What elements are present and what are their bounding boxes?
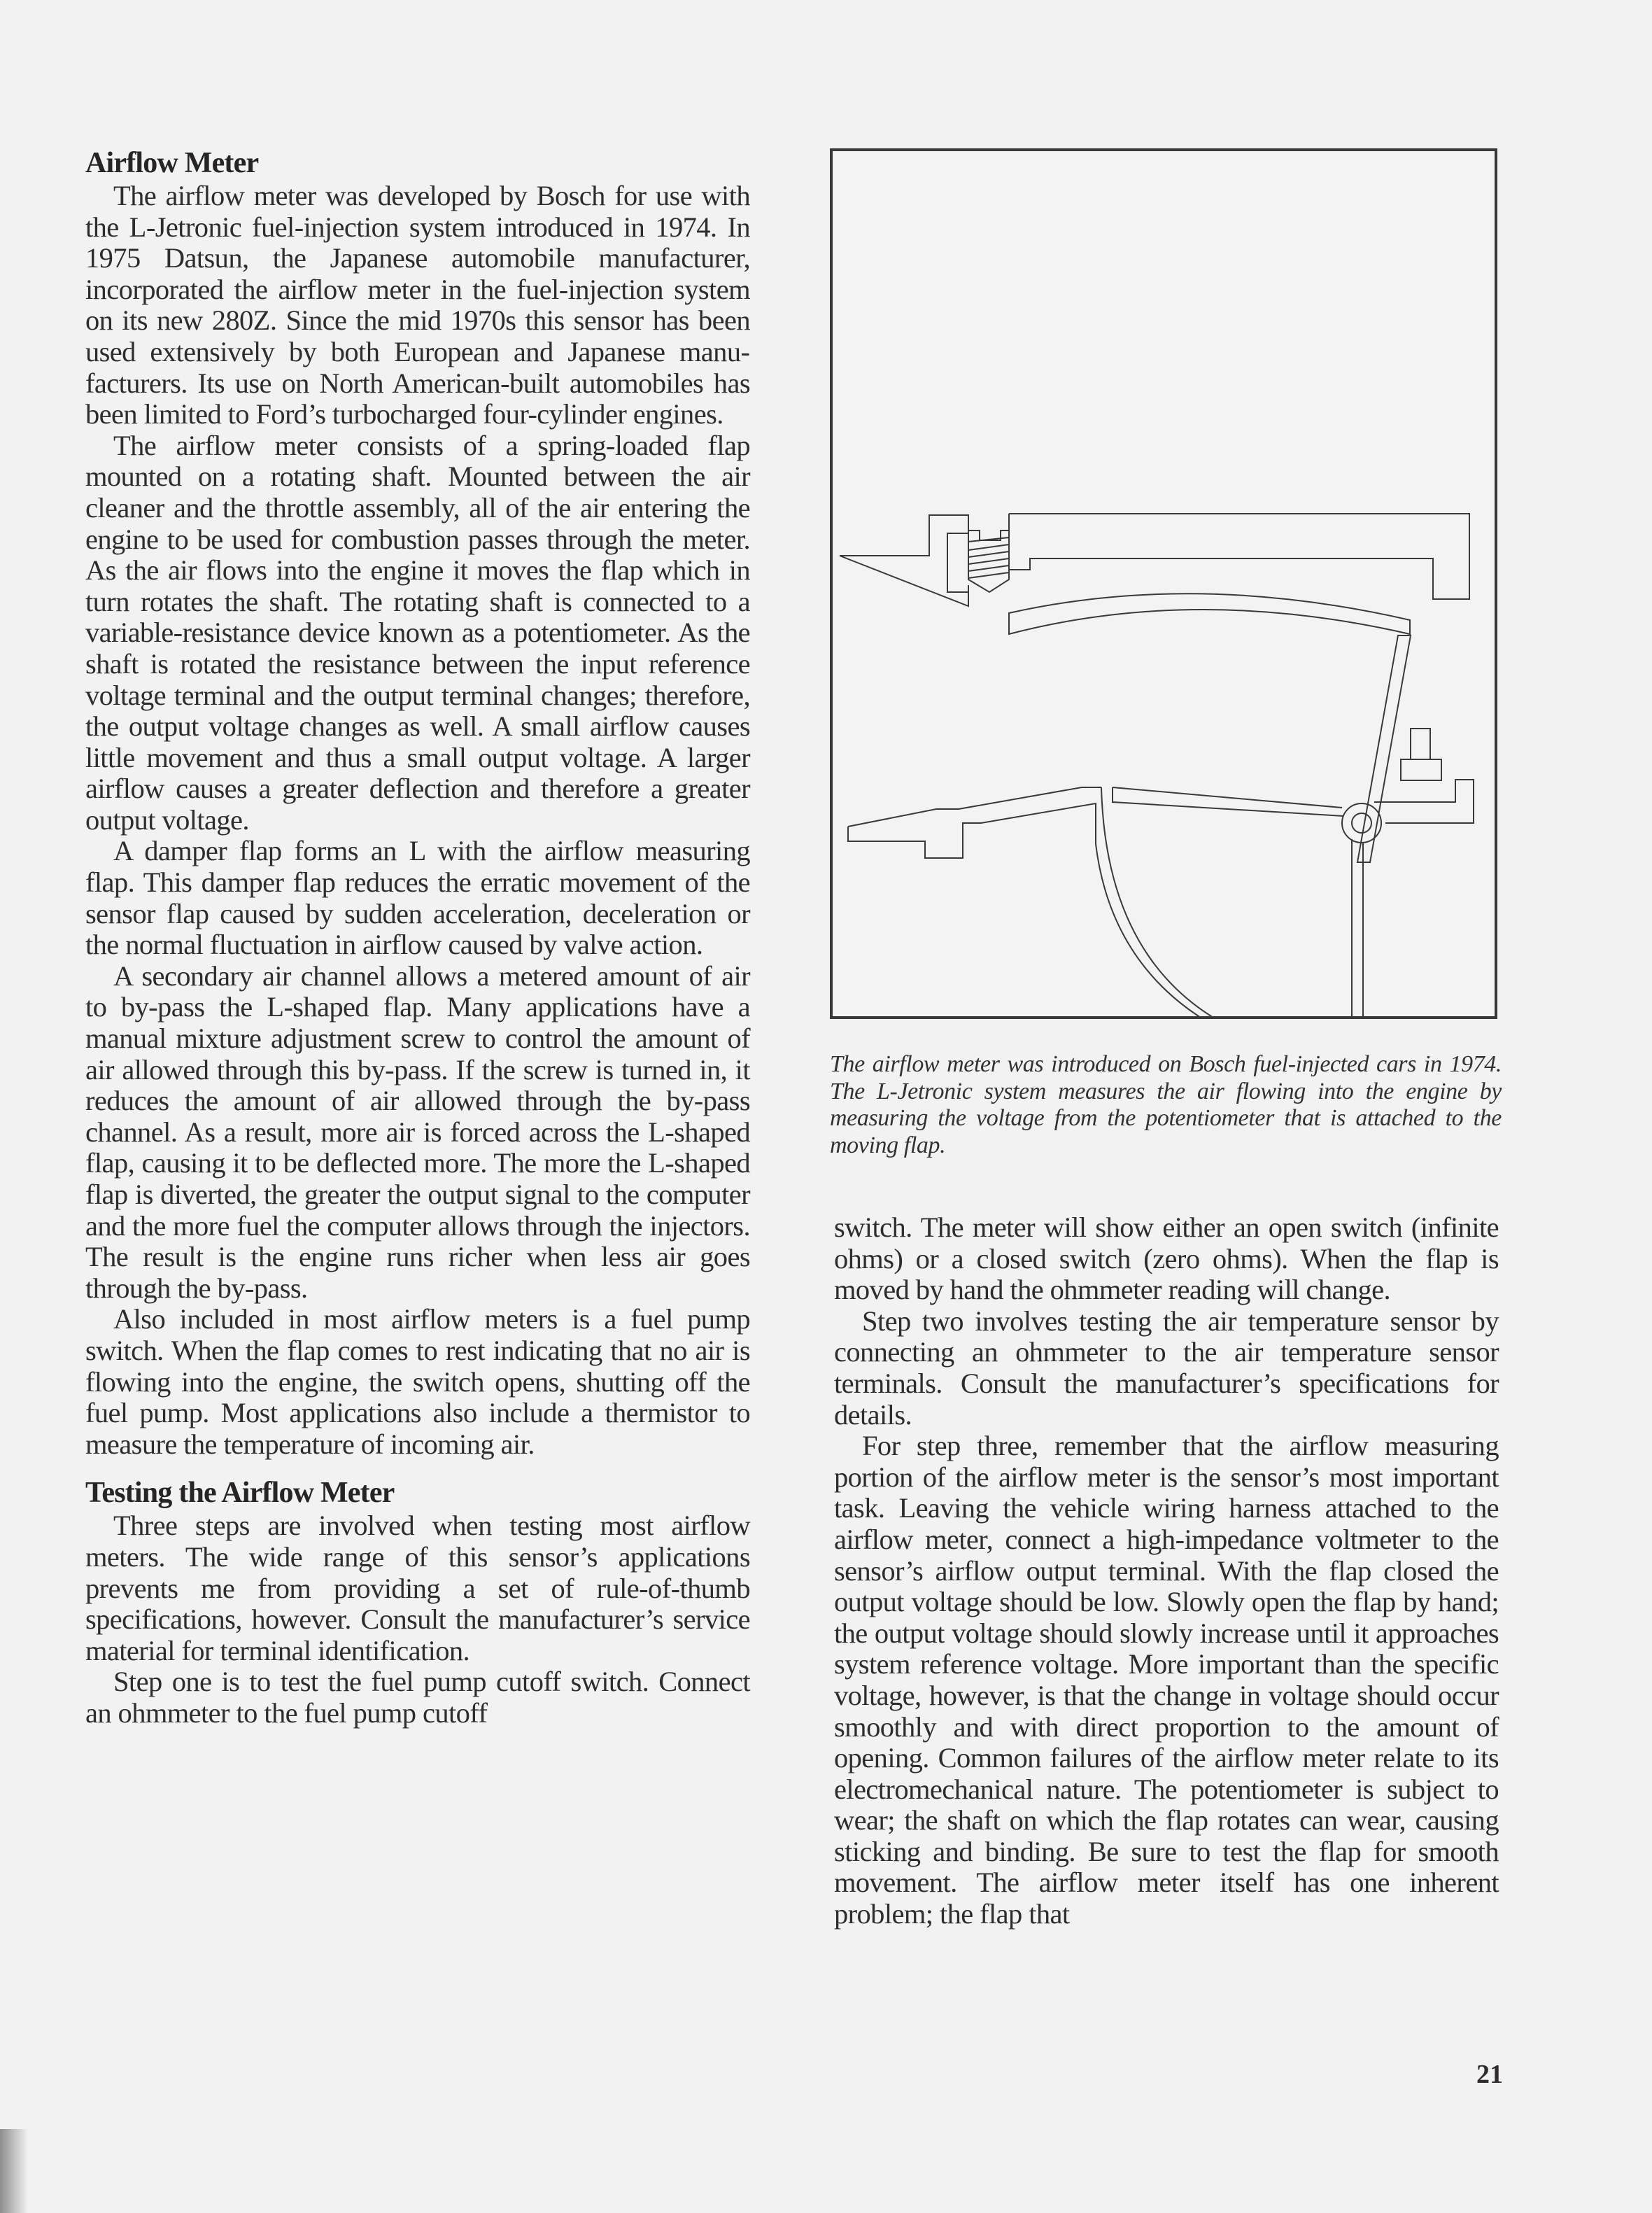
- paragraph: Step two involves testing the air temperature sensor by connecting an ohmmeter to the air temperature sensor terminals. Consult the manufacturer’s specifications for details.: [834, 1305, 1499, 1431]
- potentiometer-block: [1374, 729, 1474, 823]
- airflow-meter-diagram: [833, 151, 1495, 1016]
- page-number: 21: [1476, 2060, 1503, 2089]
- paragraph: A secondary air channel allows a metered amount of air to by-pass the L-shaped flap. Many applications have a manual mixture adjustment screw to control the amount of air allowed through this by-pass. If the screw is turned in, it reduces the amount of air allowed through the by-pass channel. As a result, more air is forced across the L-shaped flap, causing it to be deflected more. The more the L-shaped flap is diverted, the greater the output signal to the computer and the more fuel the computer allows through the injectors. The result is the engine runs richer when less air goes through the by-pass.: [85, 960, 750, 1304]
- flap-arm: [1357, 635, 1411, 862]
- paragraph: A damper flap forms an L with the airflow measuring flap. This damper flap reduces the erratic movement of the sensor flap caused by sudden acceleration, deceleration or the normal fluctuation in airflow caused by valve action.: [85, 835, 750, 961]
- mixture-adjustment-screw-housing: [840, 514, 1469, 606]
- left-column: [85, 146, 750, 1729]
- paragraph: The airflow meter was developed by Bosch for use with the L-Jetronic fuel-injection system introduced in 1974. In 1975 Datsun, the Japanese automobile manufacturer, incorporated the airflow meter in the fuel-injection system on its new 280Z. Since the mid 1970s this sensor has been used extensively by both European and Japanese manufacturers. Its use on North American-built automobiles has been limited to Ford’s turbocharged four-cylinder engines.: [85, 180, 750, 430]
- airflow-measuring-flap: [1096, 787, 1363, 1016]
- screw-thread-icon: [968, 538, 1009, 592]
- paragraph: Also included in most airflow meters is a fuel pump switch. When the flap comes to rest indicating that no air is flowing into the engine, the switch opens, shutting off the fuel pump. Most applications also include a thermistor to measure the temperature of incoming air.: [85, 1303, 750, 1460]
- paragraph: The airflow meter consists of a spring-loaded flap mounted on a rotating shaft. Mounted between the air cleaner and the throttle assembly, all of the air entering the engine to be used for combustion passes through the meter. As the air flows into the engine it moves the flap which in turn rotates the shaft. The rotating shaft is connected to a variable-resistance device known as a potentiometer. As the shaft is rotated the resistance between the input reference voltage terminal and the output terminal changes; therefore, the output voltage changes as well. A small airflow causes little movement and thus a small output voltage. A larger airflow causes a greater deflection and therefore a greater output voltage.: [85, 429, 750, 836]
- paragraph: For step three, remember that the airflow measuring portion of the airflow meter is the sensor’s most important task. Leaving the vehicle wiring harness attached to the airflow meter, connect a high-impedance voltmeter to the sensor’s airflow output terminal. With the flap closed the output voltage should be low. Slowly open the flap by hand; the output voltage should slowly increase until it approaches system reference voltage. More important than the specific voltage, however, is that the change in voltage should occur smoothly and with direct proportion to the amount of opening. Common failures of the airflow meter relate to its electromechanical nature. The potentiometer is subject to wear; the shaft on which the flap rotates can wear, causing sticking and binding. Be sure to test the flap for smooth movement. The airflow meter itself has one inherent problem; the flap that: [834, 1430, 1499, 1930]
- paragraph-continued: switch. The meter will show either an open switch (infinite ohms) or a closed switch (zero ohms). When the flap is moved by hand the ohmmeter reading will change.: [834, 1211, 1499, 1306]
- scan-shadow: [0, 2129, 28, 2213]
- figure-airflow-meter-diagram: [830, 148, 1497, 1019]
- right-column: [834, 1212, 1499, 1930]
- paragraph: Three steps are involved when testing most airflow meters. The wide range of this sensor’s applications prevents me from providing a set of rule-of-thumb specifications, however. Consult the manufacturer’s service material for terminal identification.: [85, 1510, 750, 1666]
- section-heading-testing: Testing the Airflow Meter: [85, 1477, 395, 1510]
- paragraph: Step one is to test the fuel pump cutoff switch. Connect an ohmmeter to the fuel pump cutoff: [85, 1666, 750, 1729]
- figure-caption: The airflow meter was introduced on Bosch fuel-injected cars in 1974. The L-Jetronic system measures the air flowing into the engine by measuring the voltage from the potentiometer that is attached to the moving flap.: [830, 1051, 1502, 1158]
- section-heading-airflow-meter: Airflow Meter: [85, 147, 259, 179]
- damper-flap: [1009, 593, 1410, 634]
